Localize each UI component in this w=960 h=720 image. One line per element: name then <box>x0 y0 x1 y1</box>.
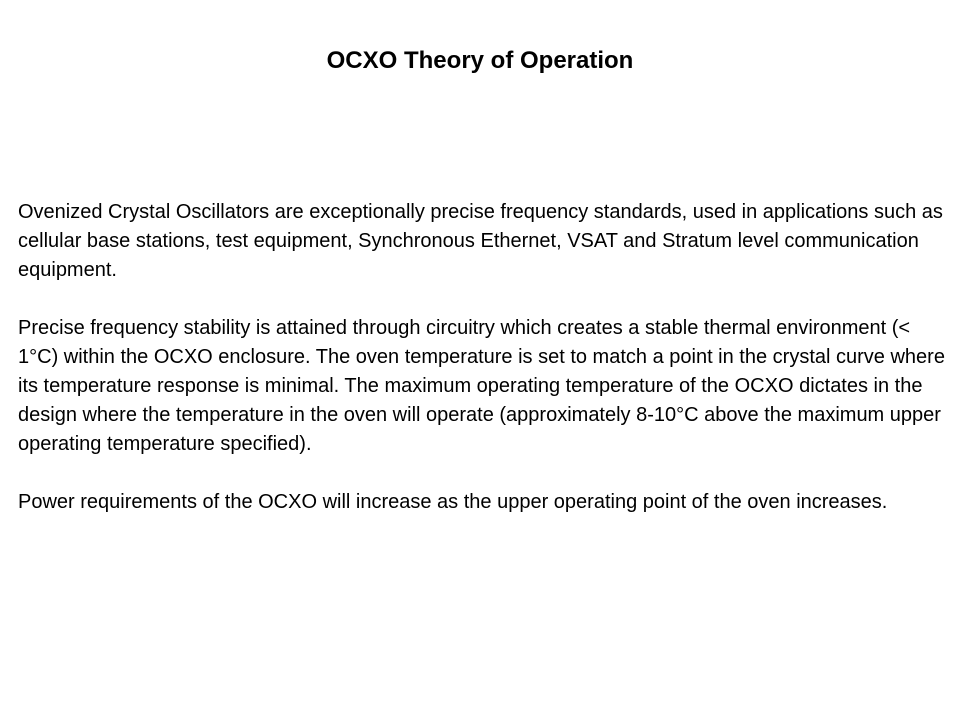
paragraph-frequency-stability: Precise frequency stability is attained through circuitry which creates a stable thermal environment (< 1°C) within the OCXO enclosure. The oven temperature is set to match a point in the crystal curve where its temperature response is minimal. The maximum operating temperature of the OCXO dictates in the design where the temperature in the oven will operate (approximately 8-10°C above the maximum upper operating temperature specified). <box>18 317 945 455</box>
paragraph-ocxo-definition: Ovenized Crystal Oscillators are exceptionally precise frequency standards, used in applications such as cellular base stations, test equipment, Synchronous Ethernet, VSAT and Stratum level communication equipment. <box>18 201 943 281</box>
slide-body <box>18 198 948 546</box>
paragraph-power-requirements: Power requirements of the OCXO will increase as the upper operating point of the oven increases. <box>18 491 888 513</box>
slide-title: OCXO Theory of Operation <box>326 47 634 74</box>
